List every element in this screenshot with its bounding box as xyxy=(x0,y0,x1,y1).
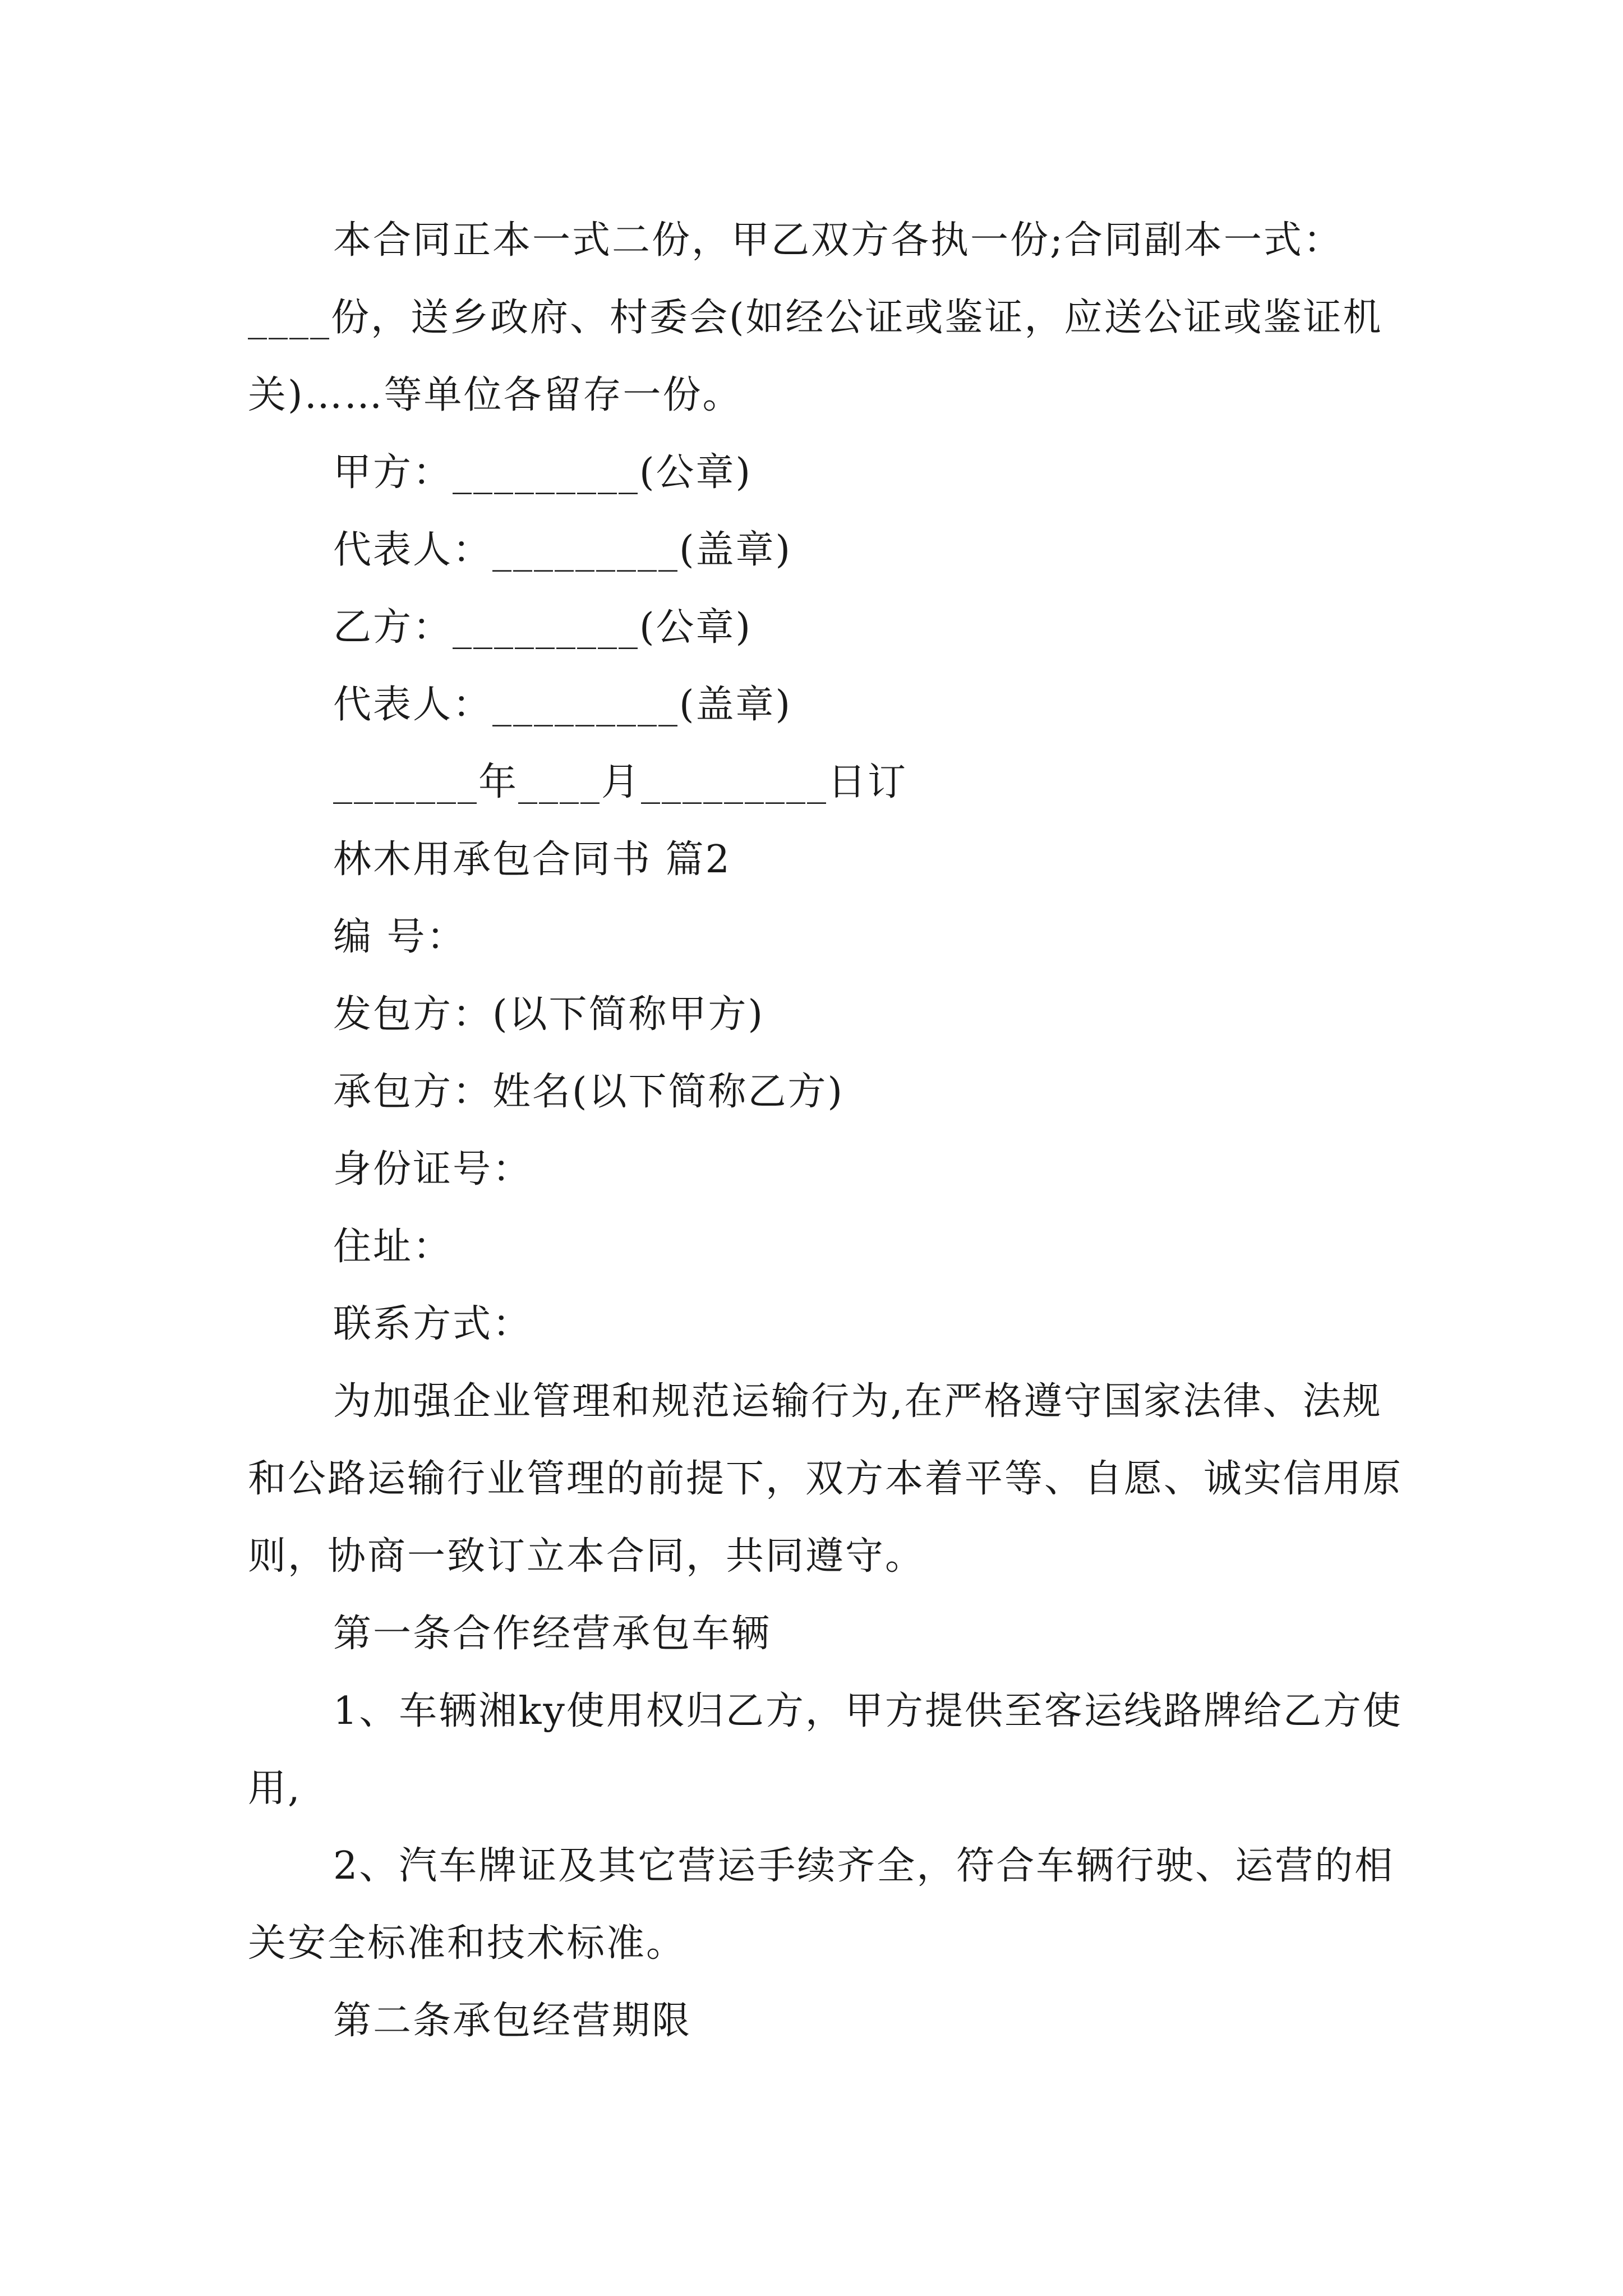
article-two-heading: 第二条承包经营期限 xyxy=(333,1999,692,2043)
party-a-representative-line: 代表人：_________(盖章) xyxy=(333,528,792,572)
contact-line: 联系方式： xyxy=(333,1302,533,1346)
article-one-item-1: 1、车辆湘ky使用权归乙方，甲方提供至客运线路牌给乙方使用, xyxy=(248,1689,1403,1811)
article-one-heading: 第一条合作经营承包车辆 xyxy=(333,1612,772,1656)
party-b-seal-line: 乙方：_________(公章) xyxy=(333,605,753,650)
document-body xyxy=(248,202,1403,2060)
id-number-line: 身份证号： xyxy=(333,1147,533,1191)
address-line: 住址： xyxy=(333,1225,453,1269)
party-b-representative-line: 代表人：_________(盖章) xyxy=(333,683,792,727)
preamble-paragraph: 为加强企业管理和规范运输行为,在严格遵守国家法律、法规和公路运输行业管理的前提下，双方本着平等、自愿、诚实信用原则，协商一致订立本合同，共同遵守。 xyxy=(248,1379,1403,1579)
article-one-item-2: 2、汽车牌证及其它营运手续齐全，符合车辆行驶、运营的相关安全标准和技术标准。 xyxy=(248,1844,1395,1966)
contractor-line: 承包方：姓名(以下简称乙方) xyxy=(333,1070,845,1114)
party-a-seal-line: 甲方：_________(公章) xyxy=(333,450,753,495)
copies-clause-paragraph: 本合同正本一式二份，甲乙双方各执一份;合同副本一式：____份，送乡政府、村委会(如经公证或鉴证，应送公证或鉴证机关)……等单位各留存一份。 xyxy=(248,218,1383,417)
signing-date-line: _______年____月_________日订 xyxy=(333,760,908,804)
section-title: 林木用承包合同书 篇2 xyxy=(333,838,731,882)
contractor-issuer-line: 发包方：(以下简称甲方) xyxy=(333,992,765,1037)
contract-number-line: 编 号： xyxy=(333,915,467,959)
